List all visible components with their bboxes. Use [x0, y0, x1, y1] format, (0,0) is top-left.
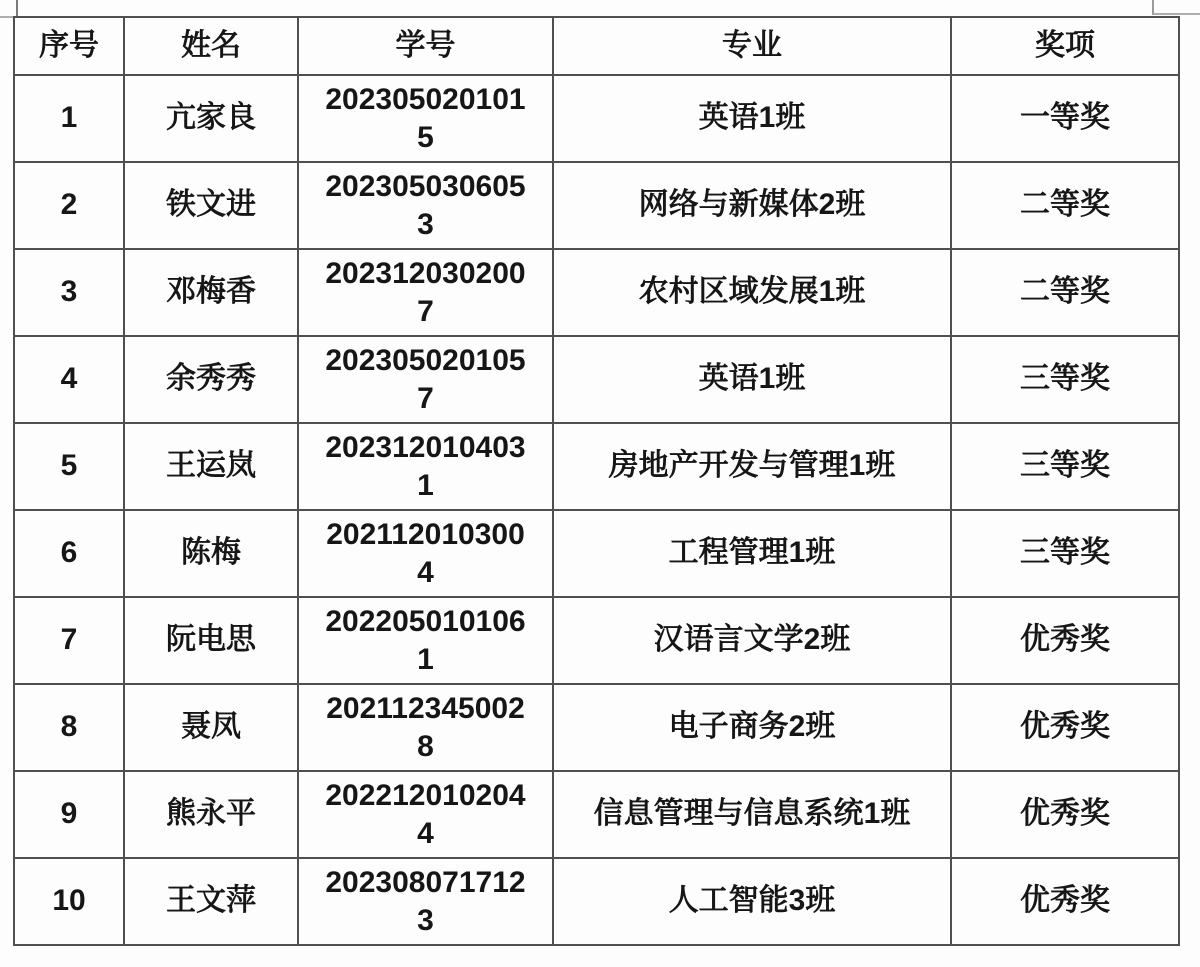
cell-major: 房地产开发与管理1班	[553, 423, 951, 510]
cell-index: 6	[14, 510, 124, 597]
cell-name: 余秀秀	[124, 336, 298, 423]
cell-student-id	[298, 162, 553, 249]
student-id-value: 2021120103004	[326, 518, 525, 589]
column-header-name: 姓名	[124, 17, 298, 75]
column-header-index: 序号	[14, 17, 124, 75]
column-header-major: 专业	[553, 17, 951, 75]
table-row	[14, 684, 1179, 771]
cell-award: 优秀奖	[951, 684, 1179, 771]
table-body	[14, 75, 1179, 945]
cell-student-id	[298, 510, 553, 597]
cell-index: 5	[14, 423, 124, 510]
cell-award: 优秀奖	[951, 771, 1179, 858]
cell-student-id	[298, 75, 553, 162]
cell-award: 二等奖	[951, 162, 1179, 249]
cell-index: 9	[14, 771, 124, 858]
cell-major: 工程管理1班	[553, 510, 951, 597]
table-row	[14, 162, 1179, 249]
student-id-value: 2022120102044	[325, 779, 526, 850]
table-row	[14, 510, 1179, 597]
award-winners-table	[13, 16, 1180, 946]
cell-award: 一等奖	[951, 75, 1179, 162]
cell-award: 三等奖	[951, 336, 1179, 423]
student-id-value: 2023080717123	[325, 866, 526, 937]
photo-cropline-stub-left	[0, 16, 13, 18]
table-row	[14, 423, 1179, 510]
student-id-value: 2023120104031	[325, 431, 526, 502]
table-row	[14, 249, 1179, 336]
cell-name: 王文萍	[124, 858, 298, 945]
cell-major: 人工智能3班	[553, 858, 951, 945]
cell-name: 熊永平	[124, 771, 298, 858]
cell-index: 8	[14, 684, 124, 771]
column-header-award: 奖项	[951, 17, 1179, 75]
cell-major: 英语1班	[553, 75, 951, 162]
cell-index: 4	[14, 336, 124, 423]
cell-index: 2	[14, 162, 124, 249]
student-id-value: 2023050201057	[325, 344, 526, 415]
cell-student-id	[298, 858, 553, 945]
cell-award: 二等奖	[951, 249, 1179, 336]
cell-award: 优秀奖	[951, 597, 1179, 684]
cell-name: 阮电思	[124, 597, 298, 684]
cell-student-id	[298, 249, 553, 336]
cell-student-id	[298, 684, 553, 771]
cell-name: 聂凤	[124, 684, 298, 771]
cell-award: 三等奖	[951, 510, 1179, 597]
cell-index: 3	[14, 249, 124, 336]
cell-name: 王运岚	[124, 423, 298, 510]
cell-index: 1	[14, 75, 124, 162]
table-row	[14, 858, 1179, 945]
photo-cropline-stub-right	[1153, 13, 1200, 15]
header-row	[14, 17, 1179, 75]
cell-name: 铁文进	[124, 162, 298, 249]
cell-major: 信息管理与信息系统1班	[553, 771, 951, 858]
cell-index: 7	[14, 597, 124, 684]
cell-major: 农村区域发展1班	[553, 249, 951, 336]
cell-major: 网络与新媒体2班	[553, 162, 951, 249]
table-row	[14, 597, 1179, 684]
cell-student-id	[298, 771, 553, 858]
cell-award: 优秀奖	[951, 858, 1179, 945]
table-row	[14, 75, 1179, 162]
student-id-value: 2022050101061	[325, 605, 526, 676]
cell-student-id	[298, 423, 553, 510]
student-id-value: 2023050306053	[325, 170, 526, 241]
table-row	[14, 336, 1179, 423]
column-header-student-id: 学号	[298, 17, 553, 75]
student-id-value: 2023120302007	[325, 257, 526, 328]
photo-cropline-tick-left	[16, 0, 18, 17]
cell-major: 英语1班	[553, 336, 951, 423]
cell-major: 电子商务2班	[553, 684, 951, 771]
cell-student-id	[298, 336, 553, 423]
cell-name: 陈梅	[124, 510, 298, 597]
table-row	[14, 771, 1179, 858]
cell-name: 邓梅香	[124, 249, 298, 336]
student-id-value: 2023050201015	[325, 83, 526, 154]
cell-award: 三等奖	[951, 423, 1179, 510]
student-id-value: 2021123450028	[326, 692, 525, 763]
cell-name: 亢家良	[124, 75, 298, 162]
cell-major: 汉语言文学2班	[553, 597, 951, 684]
table-header	[14, 17, 1179, 75]
cell-index: 10	[14, 858, 124, 945]
cell-student-id	[298, 597, 553, 684]
